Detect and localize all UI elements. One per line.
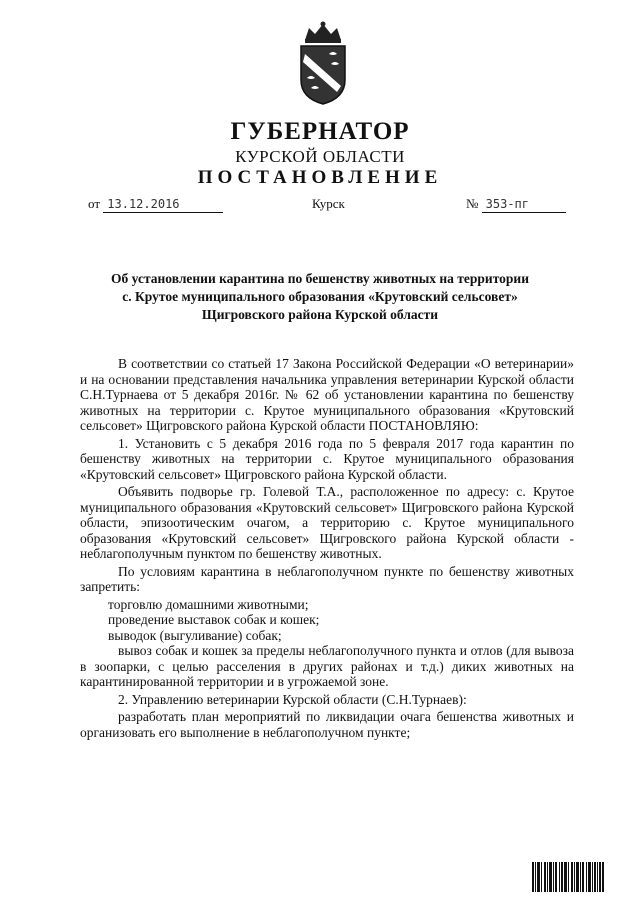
paragraph-plan: разработать план мероприятий по ликвидации очага бешенства животных и организовать его выполнение в неблагополучном пункте; bbox=[80, 709, 574, 740]
prohibit-item-exhibitions: проведение выставок собак и кошек; bbox=[108, 612, 320, 627]
date-prefix: от bbox=[88, 196, 101, 211]
document-number bbox=[466, 196, 566, 213]
paragraph-item-1: 1. Установить с 5 декабря 2016 года по 5 февраля 2017 года карантин по бешенству животных на территории с. Крутое муниципального образования «Крутовский сельсовет» Щигровского района Курской области. bbox=[80, 435, 574, 482]
issuer-title: ГУБЕРНАТОР bbox=[230, 118, 410, 145]
document-title bbox=[60, 270, 580, 324]
prohibit-item-export: вывоз собак и кошек за пределы неблагополучного пункта и отлов (для вывоза в зоопарки, с целью расселения в других районах и т.д.) диких животных на карантинированной территории и в угрожаемой зоне. bbox=[80, 643, 574, 689]
coat-of-arms-icon bbox=[291, 20, 355, 106]
paragraph-preamble: В соответствии со статьей 17 Закона Российской Федерации «О ветеринарии» и на основании представления начальника управления ветеринарии Курской области С.Н.Турнаева от 5 декабря 2016г. № 62 об установлении карантина по бешенству животных на территории с. Крутое муниципального образования «Крутовский сельсовет» Щигровского района Курской области ПОСТАНОВЛЯЮ: bbox=[80, 356, 574, 433]
date-value: 13.12.2016 bbox=[107, 197, 180, 211]
document-city: Курск bbox=[312, 196, 345, 211]
paragraph-item-2: 2. Управлению ветеринарии Курской области (С.Н.Турнаев): bbox=[118, 691, 467, 707]
document-date bbox=[88, 196, 223, 213]
document-body bbox=[80, 356, 574, 742]
title-line-1: Об установлении карантина по бешенству животных на территории bbox=[111, 271, 529, 286]
number-prefix: № bbox=[466, 196, 479, 211]
paragraph-declare-outbreak: Объявить подворье гр. Голевой Т.А., расположенное по адресу: с. Крутое муниципального образования «Крутовский сельсовет» Щигровского района Курской области, эпизоотическим очагом, а территорию с. Крутое муниципального образования «Крутовский сельсовет» Щигровского района Курской области - неблагополучным пунктом по бешенству животных. bbox=[80, 484, 574, 561]
title-line-3: Щигровского района Курской области bbox=[201, 307, 439, 322]
issuer-region: КУРСКОЙ ОБЛАСТИ bbox=[235, 147, 405, 166]
title-line-2: с. Крутое муниципального образования «Крутовский сельсовет» bbox=[122, 289, 518, 304]
prohibit-item-trade: торговлю домашними животными; bbox=[108, 596, 309, 612]
prohibit-item-walking: выводок (выгуливание) собак; bbox=[108, 627, 282, 643]
document-type: ПОСТАНОВЛЕНИЕ bbox=[197, 167, 443, 188]
paragraph-prohibit: По условиям карантина в неблагополучном пункте по бешенству животных запретить: bbox=[80, 563, 574, 594]
barcode-icon bbox=[532, 862, 604, 892]
number-value: 353-пг bbox=[485, 197, 530, 211]
